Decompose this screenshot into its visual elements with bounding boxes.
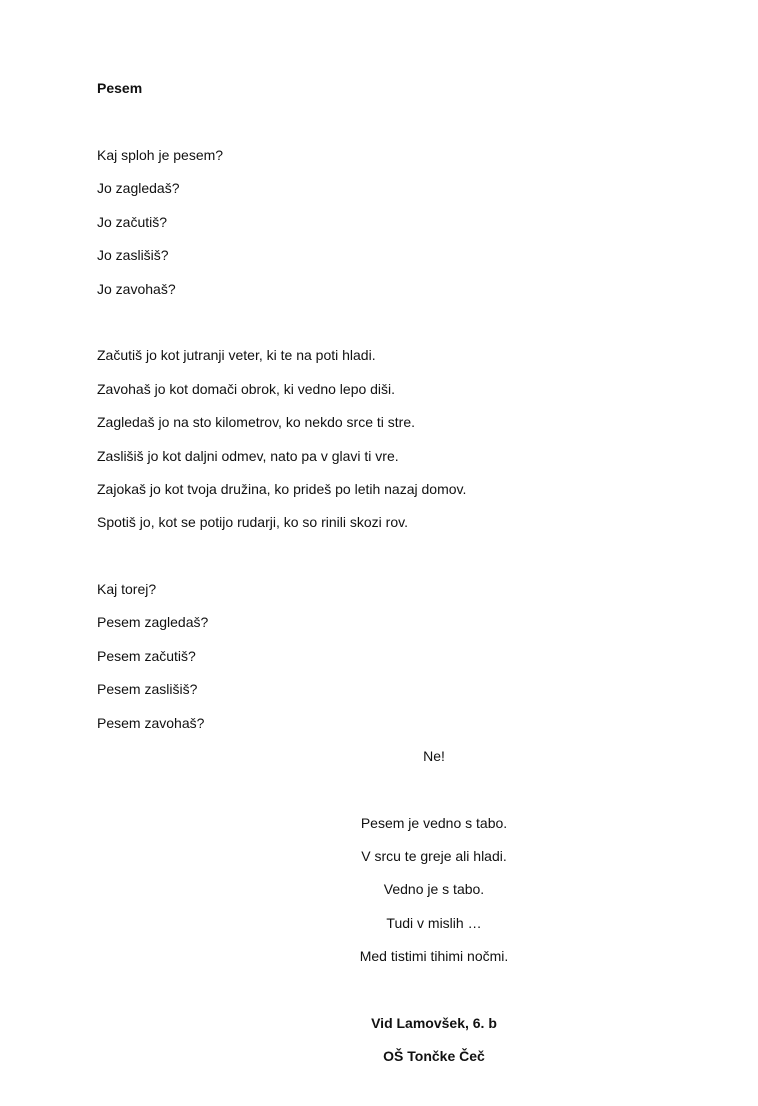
stanza3-line-4: Pesem zaslišiš? xyxy=(97,681,198,697)
stanza1-line-1: Kaj sploh je pesem? xyxy=(97,147,224,163)
stanza2-line-5: Zajokaš jo kot tvoja družina, ko prideš po letih nazaj domov. xyxy=(97,481,467,497)
stanza1-line-2: Jo zagledaš? xyxy=(97,180,180,196)
stanza3-line-1: Kaj torej? xyxy=(97,581,157,597)
answer-line: Ne! xyxy=(423,748,445,764)
stanza2-line-2: Zavohaš jo kot domači obrok, ki vedno lepo diši. xyxy=(97,381,396,397)
author-line: Vid Lamovšek, 6. b xyxy=(371,1015,497,1031)
stanza2-line-1: Začutiš jo kot jutranji veter, ki te na poti hladi. xyxy=(97,347,376,363)
stanza4-line-2: V srcu te greje ali hladi. xyxy=(361,848,507,864)
stanza4-line-4: Tudi v mislih … xyxy=(386,915,482,931)
poem-title: Pesem xyxy=(97,80,143,96)
stanza1-line-5: Jo zavohaš? xyxy=(97,281,176,297)
stanza4-line-3: Vedno je s tabo. xyxy=(383,881,485,897)
stanza1-line-3: Jo začutiš? xyxy=(97,214,168,230)
stanza2-line-4: Zaslišiš jo kot daljni odmev, nato pa v glavi ti vre. xyxy=(97,448,399,464)
stanza3-line-3: Pesem začutiš? xyxy=(97,648,196,664)
stanza3-line-5: Pesem zavohaš? xyxy=(97,715,205,731)
stanza2-line-3: Zagledaš jo na sto kilometrov, ko nekdo srce ti stre. xyxy=(97,414,415,430)
school-line: OŠ Tončke Čeč xyxy=(383,1048,485,1064)
stanza4-line-1: Pesem je vedno s tabo. xyxy=(360,815,508,831)
stanza2-line-6: Spotiš jo, kot se potijo rudarji, ko so rinili skozi rov. xyxy=(97,514,408,530)
stanza4-line-5: Med tistimi tihimi nočmi. xyxy=(359,948,509,964)
stanza3-line-2: Pesem zagledaš? xyxy=(97,614,209,630)
stanza1-line-4: Jo zaslišiš? xyxy=(97,247,169,263)
